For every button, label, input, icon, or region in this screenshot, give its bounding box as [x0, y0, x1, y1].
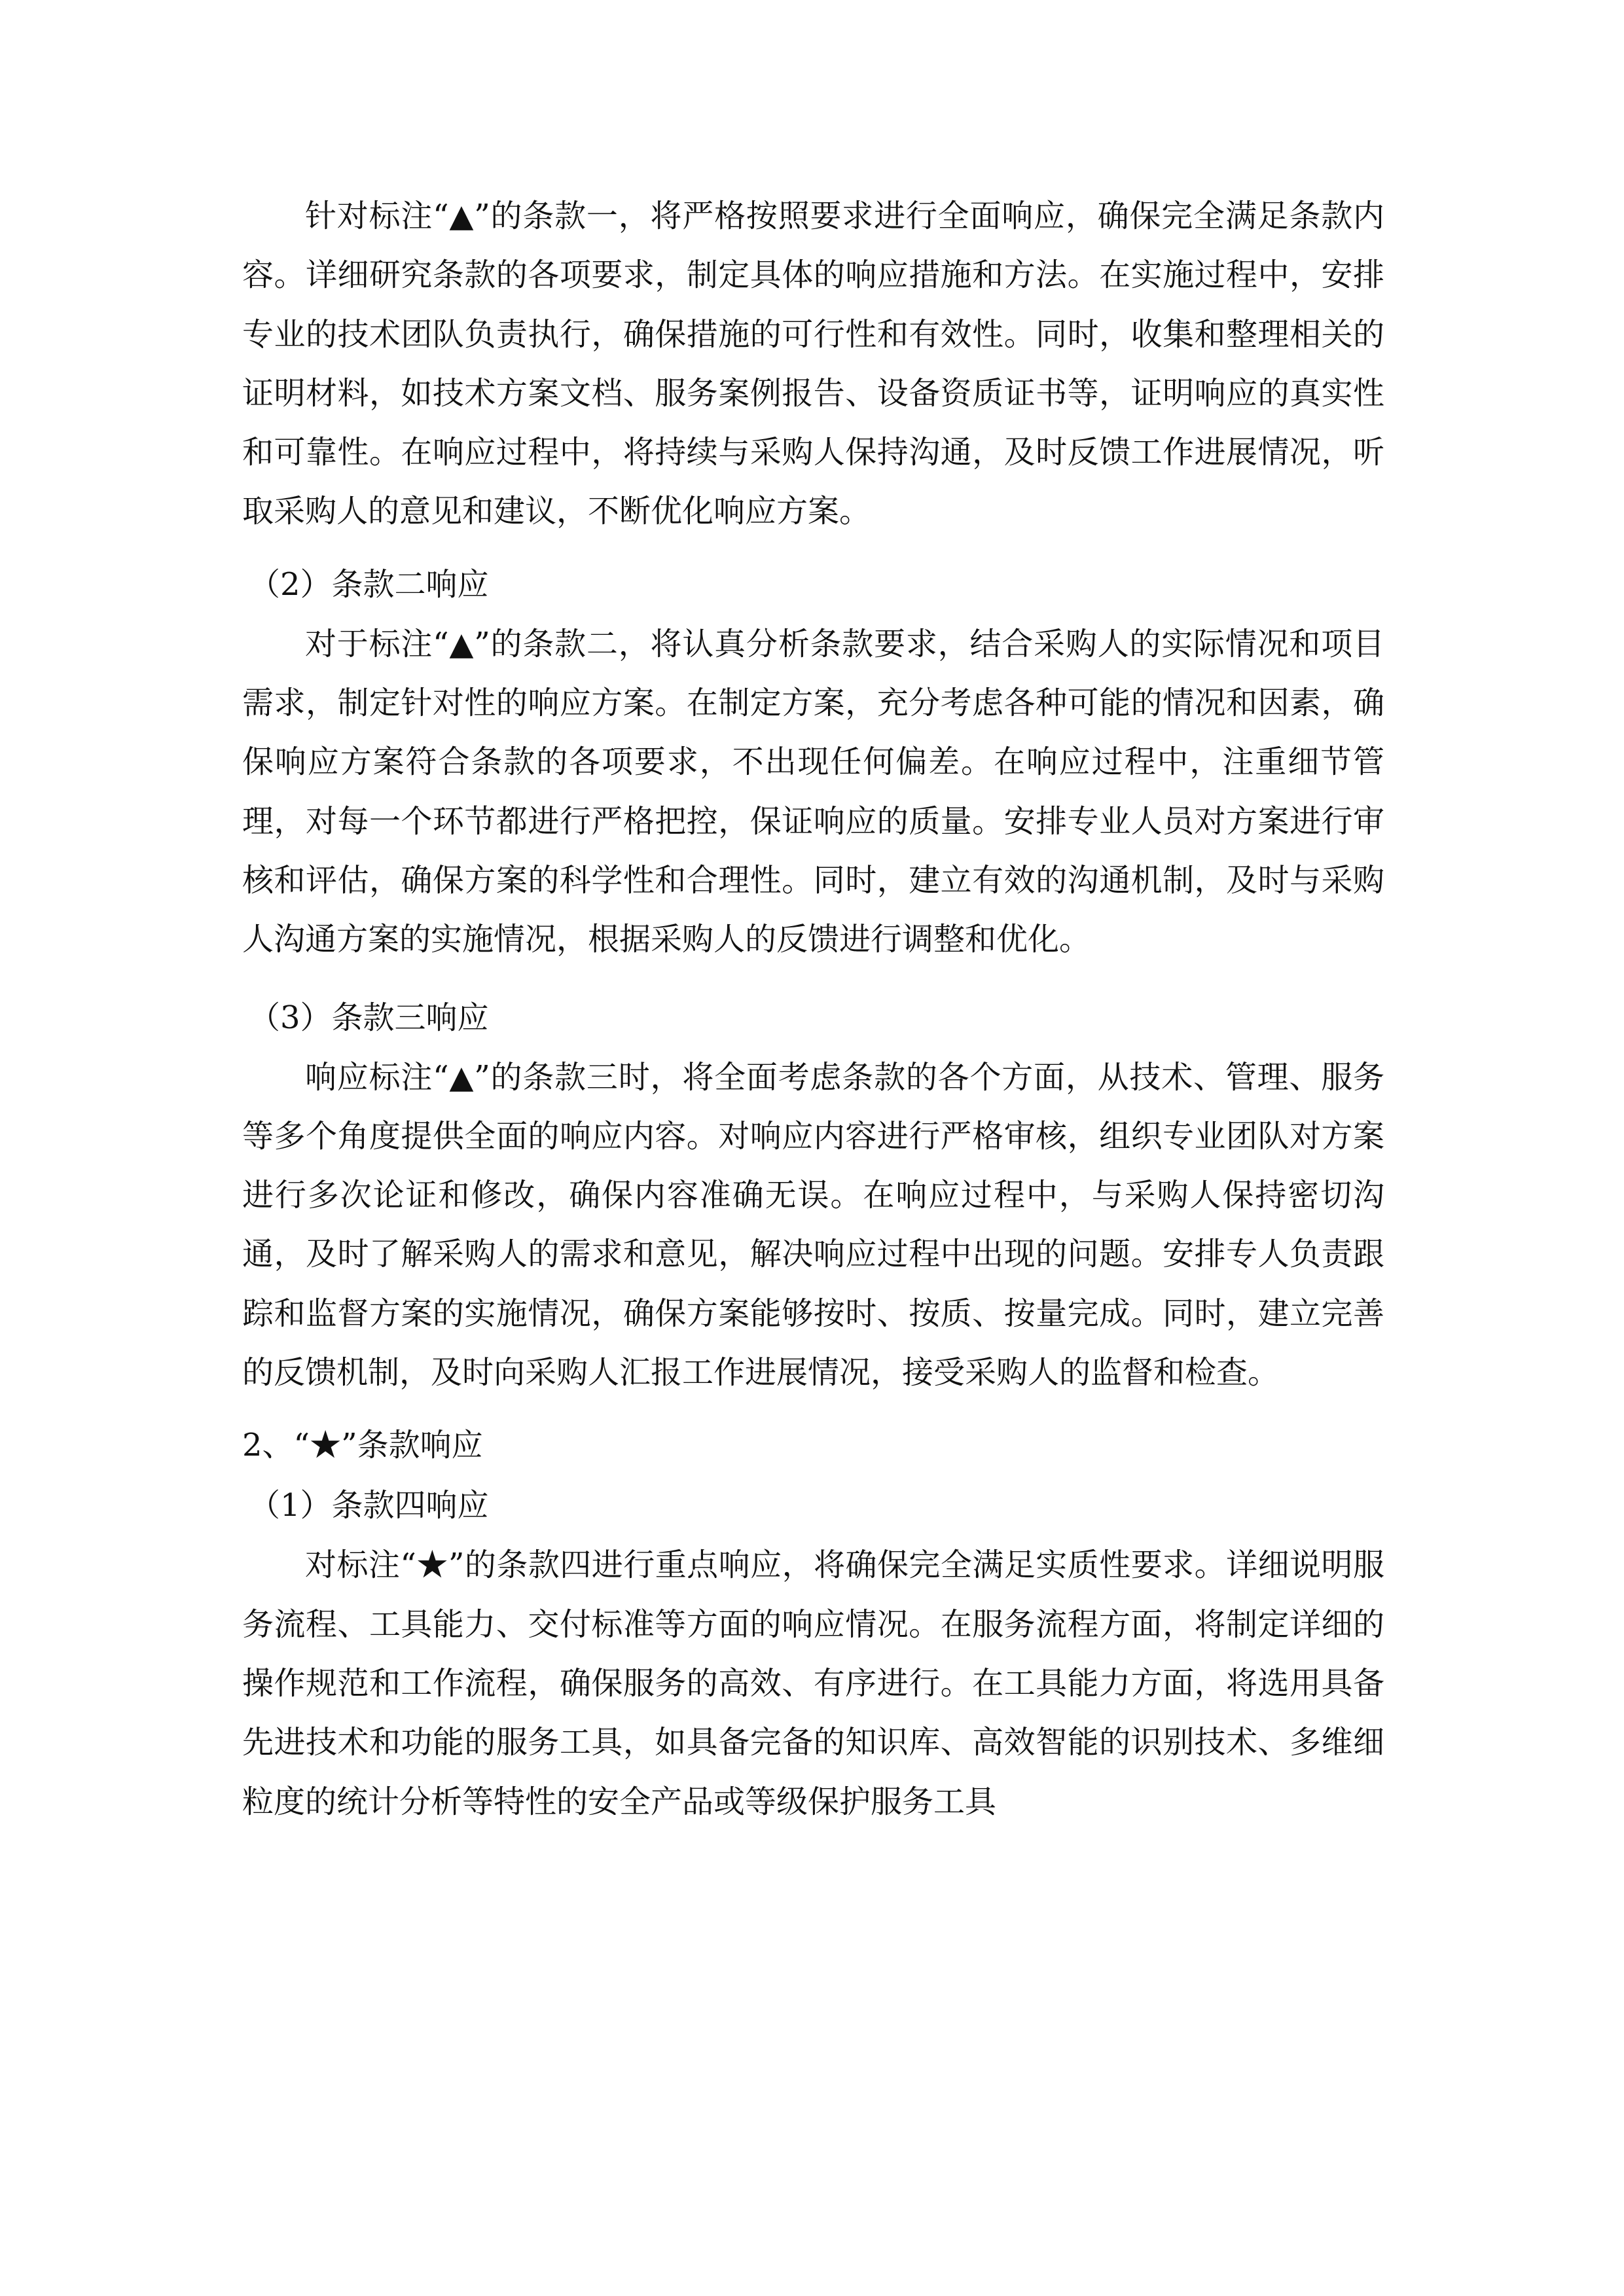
heading-clause-3: （3）条款三响应: [249, 999, 489, 1036]
paragraph-clause-2-body: 对于标注“▲”的条款二，将认真分析条款要求，结合采购人的实际情况和项目需求，制定针对性的响应方案。在制定方案，充分考虑各种可能的情况和因素，确保响应方案符合条款的各项要求，不出现任何偏差。在响应过程中，注重细节管理，对每一个环节都进行严格把控，保证响应的质量。安排专业人员对方案进行审核和评估，确保方案的科学性和合理性。同时，建立有效的沟通机制，及时与采购人沟通方案的实施情况，根据采购人的反馈进行调整和优化。: [242, 625, 1384, 958]
heading-clause-4: （1）条款四响应: [249, 1487, 489, 1524]
heading-section-2: 2、“★”条款响应: [242, 1427, 483, 1464]
paragraph-clause-3-body: 响应标注“▲”的条款三时，将全面考虑条款的各个方面，从技术、管理、服务等多个角度提供全面的响应内容。对响应内容进行严格审核，组织专业团队对方案进行多次论证和修改，确保内容准确无误。在响应过程中，与采购人保持密切沟通，及时了解采购人的需求和意见，解决响应过程中出现的问题。安排专人负责跟踪和监督方案的实施情况，确保方案能够按时、按质、按量完成。同时，建立完善的反馈机制，及时向采购人汇报工作进展情况，接受采购人的监督和检查。: [242, 1058, 1384, 1391]
paragraph-clause-1-body: 针对标注“▲”的条款一，将严格按照要求进行全面响应，确保完全满足条款内容。详细研究条款的各项要求，制定具体的响应措施和方法。在实施过程中，安排专业的技术团队负责执行，确保措施的可行性和有效性。同时，收集和整理相关的证明材料，如技术方案文档、服务案例报告、设备资质证书等，证明响应的真实性和可靠性。在响应过程中，将持续与采购人保持沟通，及时反馈工作进展情况，听取采购人的意见和建议，不断优化响应方案。: [242, 198, 1384, 530]
document-page: [242, 187, 1384, 1831]
heading-clause-2: （2）条款二响应: [249, 565, 489, 603]
paragraph-clause-4-body: 对标注“★”的条款四进行重点响应，将确保完全满足实质性要求。详细说明服务流程、工具能力、交付标准等方面的响应情况。在服务流程方面，将制定详细的操作规范和工作流程，确保服务的高效、有序进行。在工具能力方面，将选用具备先进技术和功能的服务工具，如具备完备的知识库、高效智能的识别技术、多维细粒度的统计分析等特性的安全产品或等级保护服务工具: [242, 1547, 1384, 1820]
